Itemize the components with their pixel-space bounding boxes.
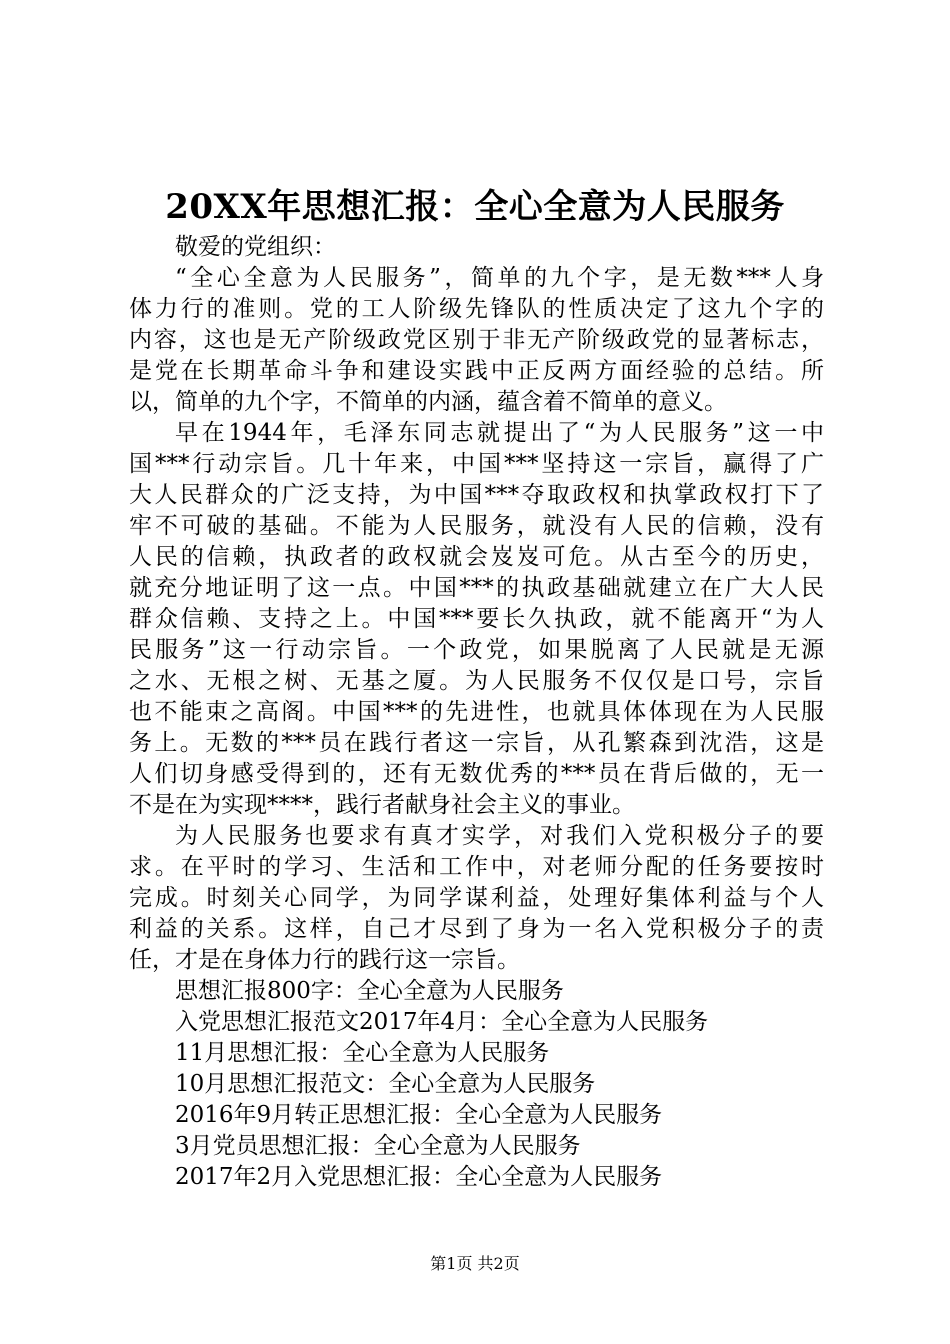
- paragraph-3-line-5: 任，才是在身体力行的践行这一宗旨。: [129, 947, 520, 973]
- paragraph-2-line-10: 也不能束之高阁。中国***的先进性，也就具体体现在为人民服: [129, 699, 824, 725]
- paragraph-2-line-5: 人民的信赖，执政者的政权就会岌岌可危。从古至今的历史，: [129, 544, 824, 570]
- paragraph-2-line-6: 就充分地证明了这一点。中国***的执政基础就建立在广大人民: [129, 575, 824, 601]
- paragraph-1-line-5: 以，简单的九个字，不简单的内涵，蕴含着不简单的意义。: [129, 389, 727, 415]
- related-link-6: 3月党员思想汇报：全心全意为人民服务: [175, 1133, 581, 1159]
- related-link-3: 11月思想汇报：全心全意为人民服务: [175, 1040, 550, 1066]
- paragraph-1-line-2: 体力行的准则。党的工人阶级先锋队的性质决定了这九个字的: [129, 296, 824, 322]
- related-link-2: 入党思想汇报范文2017年4月：全心全意为人民服务: [175, 1009, 709, 1035]
- paragraph-2-line-13: 不是在为实现****，践行者献身社会主义的事业。: [129, 792, 635, 818]
- document-body: [129, 232, 824, 1193]
- related-link-5: 2016年9月转正思想汇报：全心全意为人民服务: [175, 1102, 663, 1128]
- paragraph-2-line-8: 民服务”这一行动宗旨。一个政党，如果脱离了人民就是无源: [129, 637, 824, 663]
- related-link-4: 10月思想汇报范文：全心全意为人民服务: [175, 1071, 596, 1097]
- paragraph-1-line-1: “全心全意为人民服务”，简单的九个字，是无数***人身: [175, 265, 824, 291]
- paragraph-3-line-3: 完成。时刻关心同学，为同学谋利益，处理好集体利益与个人: [129, 885, 824, 911]
- paragraph-3-line-1: 为人民服务也要求有真才实学，对我们入党积极分子的要: [175, 823, 824, 849]
- paragraph-2-line-1: 早在1944年，毛泽东同志就提出了“为人民服务”这一中: [175, 420, 824, 446]
- paragraph-1-line-3: 内容，这也是无产阶级政党区别于非无产阶级政党的显著标志，: [129, 327, 824, 353]
- paragraph-3-line-2: 求。在平时的学习、生活和工作中，对老师分配的任务要按时: [129, 854, 824, 880]
- paragraph-2-line-2: 国***行动宗旨。几十年来，中国***坚持这一宗旨，赢得了广: [129, 451, 824, 477]
- document-title: 20XX年思想汇报：全心全意为人民服务: [165, 187, 785, 227]
- page-footer: 第1页 共2页: [430, 1254, 520, 1273]
- paragraph-2-line-9: 之水、无根之树、无基之厦。为人民服务不仅仅是口号，宗旨: [129, 668, 824, 694]
- paragraph-2-line-3: 大人民群众的广泛支持，为中国***夺取政权和执掌政权打下了: [129, 482, 824, 508]
- paragraph-2-line-4: 牢不可破的基础。不能为人民服务，就没有人民的信赖，没有: [129, 513, 824, 539]
- related-link-1: 思想汇报800字：全心全意为人民服务: [175, 978, 564, 1004]
- paragraph-3-line-4: 利益的关系。这样，自己才尽到了身为一名入党积极分子的责: [129, 916, 824, 942]
- paragraph-2-line-12: 人们切身感受得到的，还有无数优秀的***员在背后做的，无一: [129, 761, 824, 787]
- salutation: 敬爱的党组织：: [175, 234, 336, 260]
- paragraph-2-line-7: 群众信赖、支持之上。中国***要长久执政，就不能离开“为人: [129, 606, 824, 632]
- related-link-7: 2017年2月入党思想汇报：全心全意为人民服务: [175, 1164, 663, 1190]
- paragraph-2-line-11: 务上。无数的***员在践行者这一宗旨，从孔繁森到沈浩，这是: [129, 730, 824, 756]
- paragraph-1-line-4: 是党在长期革命斗争和建设实践中正反两方面经验的总结。所: [129, 358, 824, 384]
